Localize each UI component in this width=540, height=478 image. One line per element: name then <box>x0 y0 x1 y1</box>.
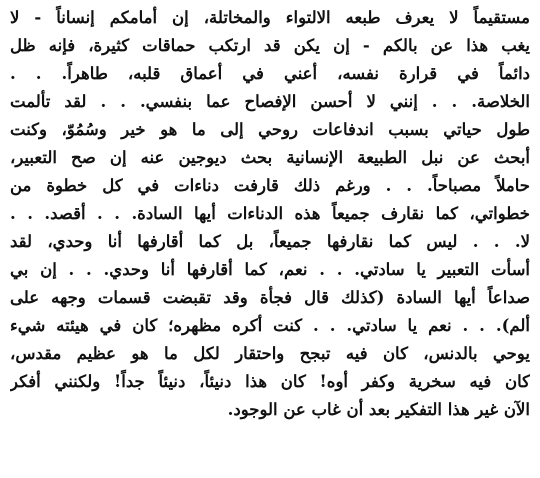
text-line: يغب هذا عن بالكم - إن يكن قد ارتكب حماقات كثيرة، فإنه ظل <box>10 36 530 55</box>
text-line: الخلاصة. . . إنني لا أحسن الإفصاح عما بنفسي. . . لقد تألمت <box>10 92 530 111</box>
text-line: مستقيماً لا يعرف طبعه الالتواء والمخاتلة، إن أمامكم إنساناً - لا <box>10 8 530 27</box>
text-line: لا. . . ليس كما نقارفها جميعاً، بل كما أقارفها أنا وحدي، لقد <box>10 232 530 251</box>
body-text <box>10 4 530 424</box>
text-line: طول حياتي بسبب اندفاعات روحي إلى ما هو خير وسُمُوّ، وكنت <box>10 120 530 139</box>
text-line: ألم). . . نعم يا سادتي. . . كنت أكره مظهره؛ كان في هيئته شيء <box>10 316 530 335</box>
text-line: خطواتي، كما نقارف جميعاً هذه الدناءات أيها السادة. . . أقصد. . . <box>10 204 530 223</box>
text-line: حاملاً مصباحاً. . . ورغم ذلك قارفت دناءات في كل خطوة من <box>10 176 530 195</box>
text-line: يوحي بالدنس، كان فيه تبجح واحتقار لكل ما هو عظيم مقدس، <box>10 344 530 363</box>
text-line: كان فيه سخرية وكفر أوه! كان هذا دنيئاً، دنيئاً جداً! ولكنني أفكر <box>10 372 530 391</box>
text-line-last: الآن غير هذا التفكير بعد أن غاب عن الوجود. <box>227 400 530 419</box>
text-line: صداعاً أيها السادة (كذلك قال فجأة وقد تقبضت قسمات وجهه على <box>10 288 530 307</box>
text-line: دائماً في قرارة نفسه، أعني في أعماق قلبه، طاهراً. . . <box>10 64 530 83</box>
text-line: أبحث عن نبل الطبيعة الإنسانية بحث ديوجين عنه إن صح التعبير، <box>10 148 530 167</box>
text-line: أسأت التعبير يا سادتي. . . نعم، كما أقارفها أنا وحدي. . . إن بي <box>10 260 530 279</box>
